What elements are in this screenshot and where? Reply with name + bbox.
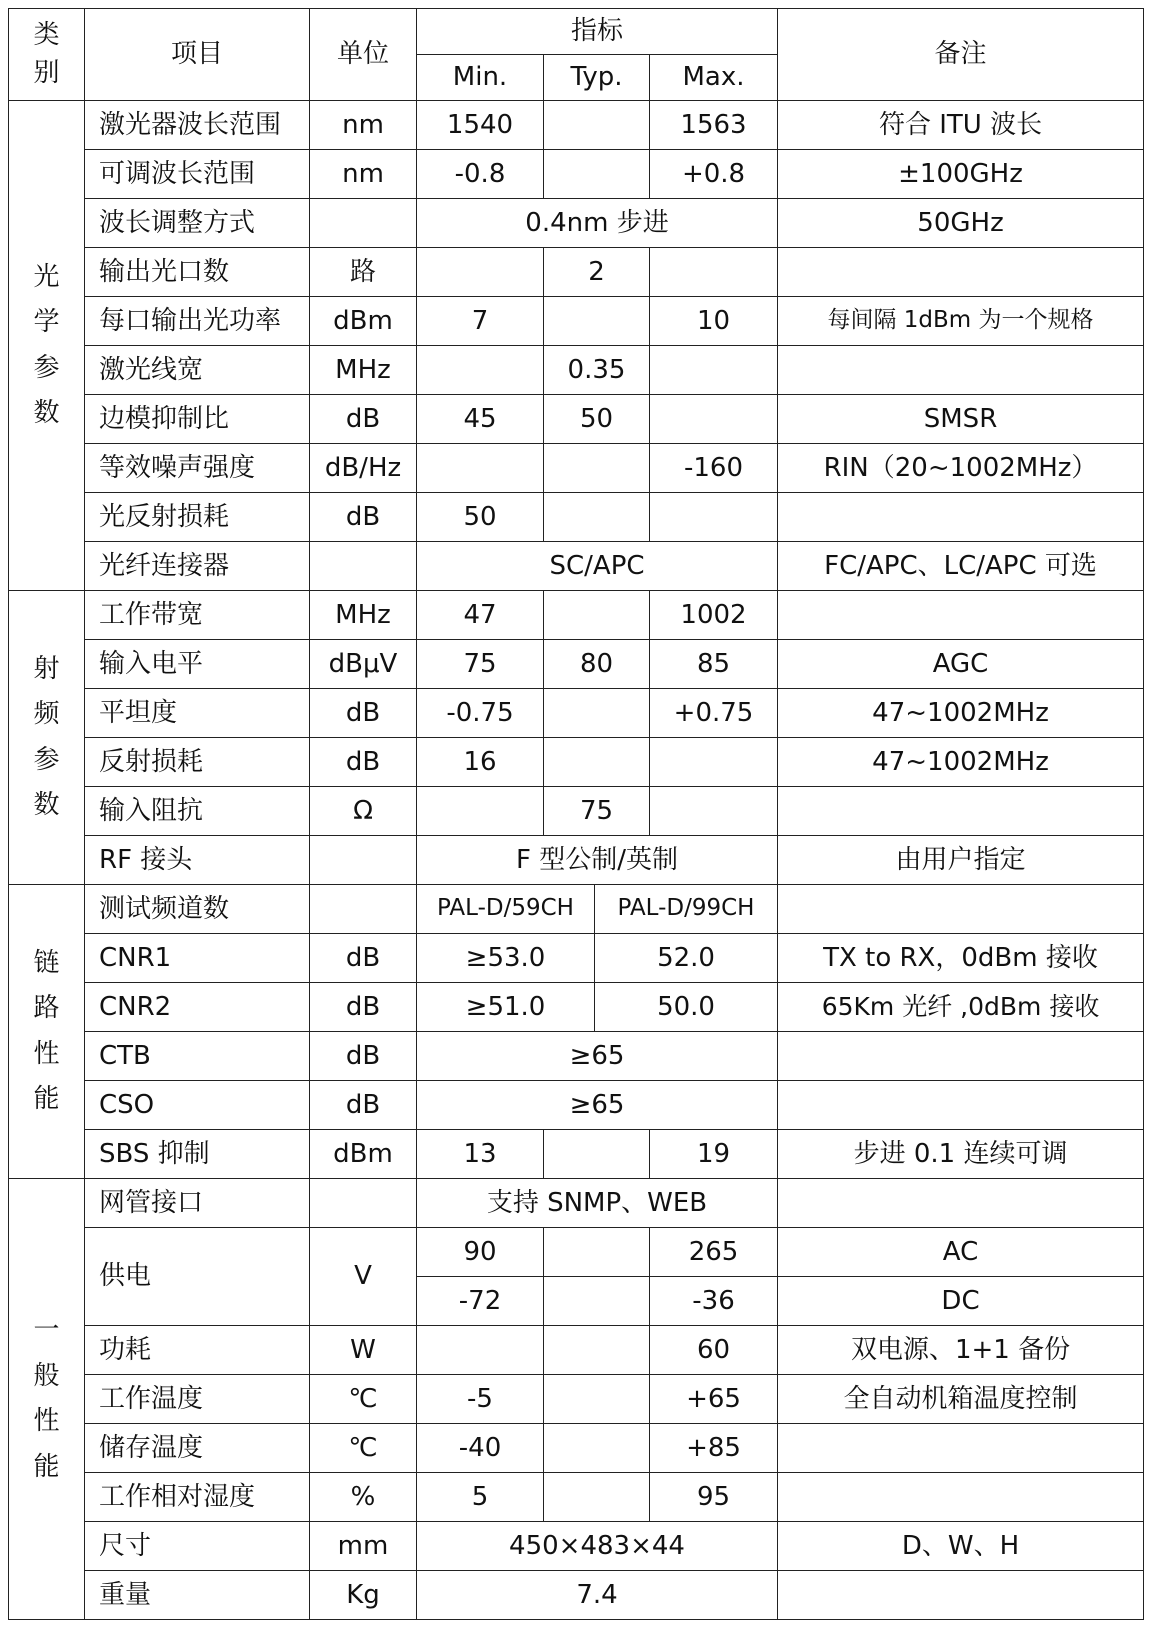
remark-cell	[778, 1179, 1144, 1228]
value-99-cell: 52.0	[595, 934, 778, 983]
table-row	[9, 1081, 1144, 1130]
max-cell: 10	[650, 297, 778, 346]
min-cell: 7	[417, 297, 544, 346]
remark-cell: 65Km 光纤 ,0dBm 接收	[778, 983, 1144, 1032]
typ-cell: 2	[544, 248, 650, 297]
item-cell: 等效噪声强度	[85, 444, 310, 493]
item-cell: 光反射损耗	[85, 493, 310, 542]
unit-cell: dB	[310, 1081, 417, 1130]
table-row	[9, 787, 1144, 836]
remark-cell: 由用户指定	[778, 836, 1144, 885]
item-cell: 储存温度	[85, 1424, 310, 1473]
section-rf	[9, 591, 85, 885]
unit-cell: dB	[310, 1032, 417, 1081]
item-cell: 工作温度	[85, 1375, 310, 1424]
table-row	[9, 1424, 1144, 1473]
header-item: 项目	[85, 9, 310, 101]
min-cell: -72	[417, 1277, 544, 1326]
typ-cell: 50	[544, 395, 650, 444]
min-cell: -0.75	[417, 689, 544, 738]
item-cell: RF 接头	[85, 836, 310, 885]
table-row	[9, 346, 1144, 395]
max-cell: +85	[650, 1424, 778, 1473]
remark-cell: FC/APC、LC/APC 可选	[778, 542, 1144, 591]
typ-cell	[544, 101, 650, 150]
item-cell: 输出光口数	[85, 248, 310, 297]
section-rf-text: 射频参数	[33, 653, 60, 820]
unit-cell: dBm	[310, 1130, 417, 1179]
header-category-text: 类别	[33, 19, 60, 88]
unit-cell: dB	[310, 493, 417, 542]
table-row	[9, 934, 1144, 983]
remark-cell: 47~1002MHz	[778, 689, 1144, 738]
typ-cell	[544, 689, 650, 738]
max-cell: +0.8	[650, 150, 778, 199]
typ-cell	[544, 444, 650, 493]
unit-cell: V	[310, 1228, 417, 1326]
max-cell: -160	[650, 444, 778, 493]
item-cell: 输入电平	[85, 640, 310, 689]
table-row	[9, 591, 1144, 640]
typ-cell	[544, 493, 650, 542]
remark-cell	[778, 1032, 1144, 1081]
item-cell: CTB	[85, 1032, 310, 1081]
section-optical-text: 光学参数	[33, 261, 60, 428]
max-cell: -36	[650, 1277, 778, 1326]
unit-cell	[310, 836, 417, 885]
item-cell: 平坦度	[85, 689, 310, 738]
item-cell: 边模抑制比	[85, 395, 310, 444]
unit-cell: dB/Hz	[310, 444, 417, 493]
typ-cell	[544, 738, 650, 787]
remark-cell: TX to RX，0dBm 接收	[778, 934, 1144, 983]
unit-cell: dB	[310, 395, 417, 444]
section-general	[9, 1179, 85, 1620]
table-row	[9, 199, 1144, 248]
header-row	[9, 9, 1144, 55]
remark-cell: 50GHz	[778, 199, 1144, 248]
typ-cell	[544, 1326, 650, 1375]
remark-cell	[778, 885, 1144, 934]
typ-cell: 0.35	[544, 346, 650, 395]
table-row	[9, 1473, 1144, 1522]
max-cell: +65	[650, 1375, 778, 1424]
remark-cell: 每间隔 1dBm 为一个规格	[778, 297, 1144, 346]
remark-cell	[778, 1081, 1144, 1130]
header-remark: 备注	[778, 9, 1144, 101]
min-cell: -40	[417, 1424, 544, 1473]
unit-cell: 路	[310, 248, 417, 297]
max-cell	[650, 493, 778, 542]
value-59-cell: ≥53.0	[417, 934, 595, 983]
max-cell: 1563	[650, 101, 778, 150]
max-cell: 85	[650, 640, 778, 689]
typ-cell	[544, 150, 650, 199]
table-row	[9, 1522, 1144, 1571]
table-row	[9, 297, 1144, 346]
channels-99-cell: PAL-D/99CH	[595, 885, 778, 934]
spec-table	[8, 8, 1144, 1620]
remark-cell: 符合 ITU 波长	[778, 101, 1144, 150]
unit-cell: nm	[310, 150, 417, 199]
min-cell: 75	[417, 640, 544, 689]
remark-cell: RIN（20~1002MHz）	[778, 444, 1144, 493]
remark-cell	[778, 591, 1144, 640]
max-cell: +0.75	[650, 689, 778, 738]
item-cell: 激光线宽	[85, 346, 310, 395]
min-cell: -0.8	[417, 150, 544, 199]
typ-cell	[544, 297, 650, 346]
table-row	[9, 836, 1144, 885]
section-link	[9, 885, 85, 1179]
unit-cell: W	[310, 1326, 417, 1375]
remark-cell	[778, 1473, 1144, 1522]
min-cell: 16	[417, 738, 544, 787]
section-optical	[9, 101, 85, 591]
header-max: Max.	[650, 55, 778, 101]
max-cell	[650, 738, 778, 787]
typ-cell	[544, 1424, 650, 1473]
table-row	[9, 689, 1144, 738]
max-cell: 95	[650, 1473, 778, 1522]
item-cell: 重量	[85, 1571, 310, 1620]
unit-cell: MHz	[310, 591, 417, 640]
min-cell	[417, 1326, 544, 1375]
table-row	[9, 1032, 1144, 1081]
unit-cell: dBm	[310, 297, 417, 346]
typ-cell	[544, 1277, 650, 1326]
item-cell: 激光器波长范围	[85, 101, 310, 150]
item-cell: 可调波长范围	[85, 150, 310, 199]
item-cell: SBS 抑制	[85, 1130, 310, 1179]
max-cell	[650, 248, 778, 297]
table-row	[9, 248, 1144, 297]
remark-cell: D、W、H	[778, 1522, 1144, 1571]
max-cell: 60	[650, 1326, 778, 1375]
unit-cell: %	[310, 1473, 417, 1522]
value-99-cell: 50.0	[595, 983, 778, 1032]
unit-cell	[310, 199, 417, 248]
max-cell: 265	[650, 1228, 778, 1277]
item-cell: 工作带宽	[85, 591, 310, 640]
table-row	[9, 983, 1144, 1032]
min-cell: 1540	[417, 101, 544, 150]
remark-cell: ±100GHz	[778, 150, 1144, 199]
remark-cell	[778, 787, 1144, 836]
min-cell	[417, 787, 544, 836]
min-cell: 5	[417, 1473, 544, 1522]
max-cell	[650, 787, 778, 836]
unit-cell: ℃	[310, 1424, 417, 1473]
typ-cell: 80	[544, 640, 650, 689]
table-row	[9, 150, 1144, 199]
max-cell	[650, 395, 778, 444]
typ-cell	[544, 591, 650, 640]
unit-cell: dB	[310, 738, 417, 787]
min-cell	[417, 444, 544, 493]
remark-cell	[778, 248, 1144, 297]
item-cell: 工作相对湿度	[85, 1473, 310, 1522]
value-59-cell: ≥51.0	[417, 983, 595, 1032]
table-row	[9, 1571, 1144, 1620]
value-cell: ≥65	[417, 1032, 778, 1081]
unit-cell: dB	[310, 983, 417, 1032]
channels-59-cell: PAL-D/59CH	[417, 885, 595, 934]
header-unit: 单位	[310, 9, 417, 101]
min-cell: 13	[417, 1130, 544, 1179]
min-cell: 47	[417, 591, 544, 640]
min-cell: 50	[417, 493, 544, 542]
min-cell: -5	[417, 1375, 544, 1424]
table-row	[9, 1326, 1144, 1375]
table-row	[9, 640, 1144, 689]
section-general-text: 一般性能	[33, 1315, 60, 1482]
item-cell: 供电	[85, 1228, 310, 1326]
unit-cell: nm	[310, 101, 417, 150]
table-row	[9, 542, 1144, 591]
table-row	[9, 395, 1144, 444]
table-row	[9, 101, 1144, 150]
unit-cell: ℃	[310, 1375, 417, 1424]
typ-cell: 75	[544, 787, 650, 836]
unit-cell: dB	[310, 689, 417, 738]
typ-cell	[544, 1375, 650, 1424]
value-cell: 7.4	[417, 1571, 778, 1620]
unit-cell: MHz	[310, 346, 417, 395]
unit-cell: Kg	[310, 1571, 417, 1620]
value-cell: SC/APC	[417, 542, 778, 591]
item-cell: 输入阻抗	[85, 787, 310, 836]
table-row	[9, 1130, 1144, 1179]
min-cell	[417, 346, 544, 395]
remark-cell: 47~1002MHz	[778, 738, 1144, 787]
table-row	[9, 885, 1144, 934]
unit-cell: dB	[310, 934, 417, 983]
table-row	[9, 738, 1144, 787]
item-cell: 网管接口	[85, 1179, 310, 1228]
unit-cell	[310, 1179, 417, 1228]
value-cell: F 型公制/英制	[417, 836, 778, 885]
max-cell	[650, 346, 778, 395]
item-cell: 尺寸	[85, 1522, 310, 1571]
item-cell: 测试频道数	[85, 885, 310, 934]
item-cell: CNR2	[85, 983, 310, 1032]
unit-cell: Ω	[310, 787, 417, 836]
table-row	[9, 493, 1144, 542]
typ-cell	[544, 1473, 650, 1522]
min-cell: 90	[417, 1228, 544, 1277]
min-cell	[417, 248, 544, 297]
unit-cell: dBμV	[310, 640, 417, 689]
item-cell: CSO	[85, 1081, 310, 1130]
max-cell: 19	[650, 1130, 778, 1179]
unit-cell: mm	[310, 1522, 417, 1571]
item-cell: CNR1	[85, 934, 310, 983]
value-cell: 支持 SNMP、WEB	[417, 1179, 778, 1228]
header-typ: Typ.	[544, 55, 650, 101]
remark-cell	[778, 346, 1144, 395]
table-row	[9, 1179, 1144, 1228]
header-category	[9, 9, 85, 101]
value-cell: 0.4nm 步进	[417, 199, 778, 248]
remark-cell: DC	[778, 1277, 1144, 1326]
remark-cell: 全自动机箱温度控制	[778, 1375, 1144, 1424]
item-cell: 光纤连接器	[85, 542, 310, 591]
section-link-text: 链路性能	[33, 947, 60, 1114]
item-cell: 每口输出光功率	[85, 297, 310, 346]
min-cell: 45	[417, 395, 544, 444]
remark-cell	[778, 493, 1144, 542]
item-cell: 功耗	[85, 1326, 310, 1375]
value-cell: 450×483×44	[417, 1522, 778, 1571]
item-cell: 波长调整方式	[85, 199, 310, 248]
remark-cell: AGC	[778, 640, 1144, 689]
typ-cell	[544, 1130, 650, 1179]
remark-cell	[778, 1571, 1144, 1620]
remark-cell: AC	[778, 1228, 1144, 1277]
table-row	[9, 1375, 1144, 1424]
table-row	[9, 444, 1144, 493]
remark-cell: SMSR	[778, 395, 1144, 444]
max-cell: 1002	[650, 591, 778, 640]
remark-cell	[778, 1424, 1144, 1473]
remark-cell: 双电源、1+1 备份	[778, 1326, 1144, 1375]
header-spec: 指标	[417, 9, 778, 55]
header-min: Min.	[417, 55, 544, 101]
value-cell: ≥65	[417, 1081, 778, 1130]
unit-cell	[310, 542, 417, 591]
unit-cell	[310, 885, 417, 934]
item-cell: 反射损耗	[85, 738, 310, 787]
typ-cell	[544, 1228, 650, 1277]
table-row	[9, 1228, 1144, 1277]
remark-cell: 步进 0.1 连续可调	[778, 1130, 1144, 1179]
